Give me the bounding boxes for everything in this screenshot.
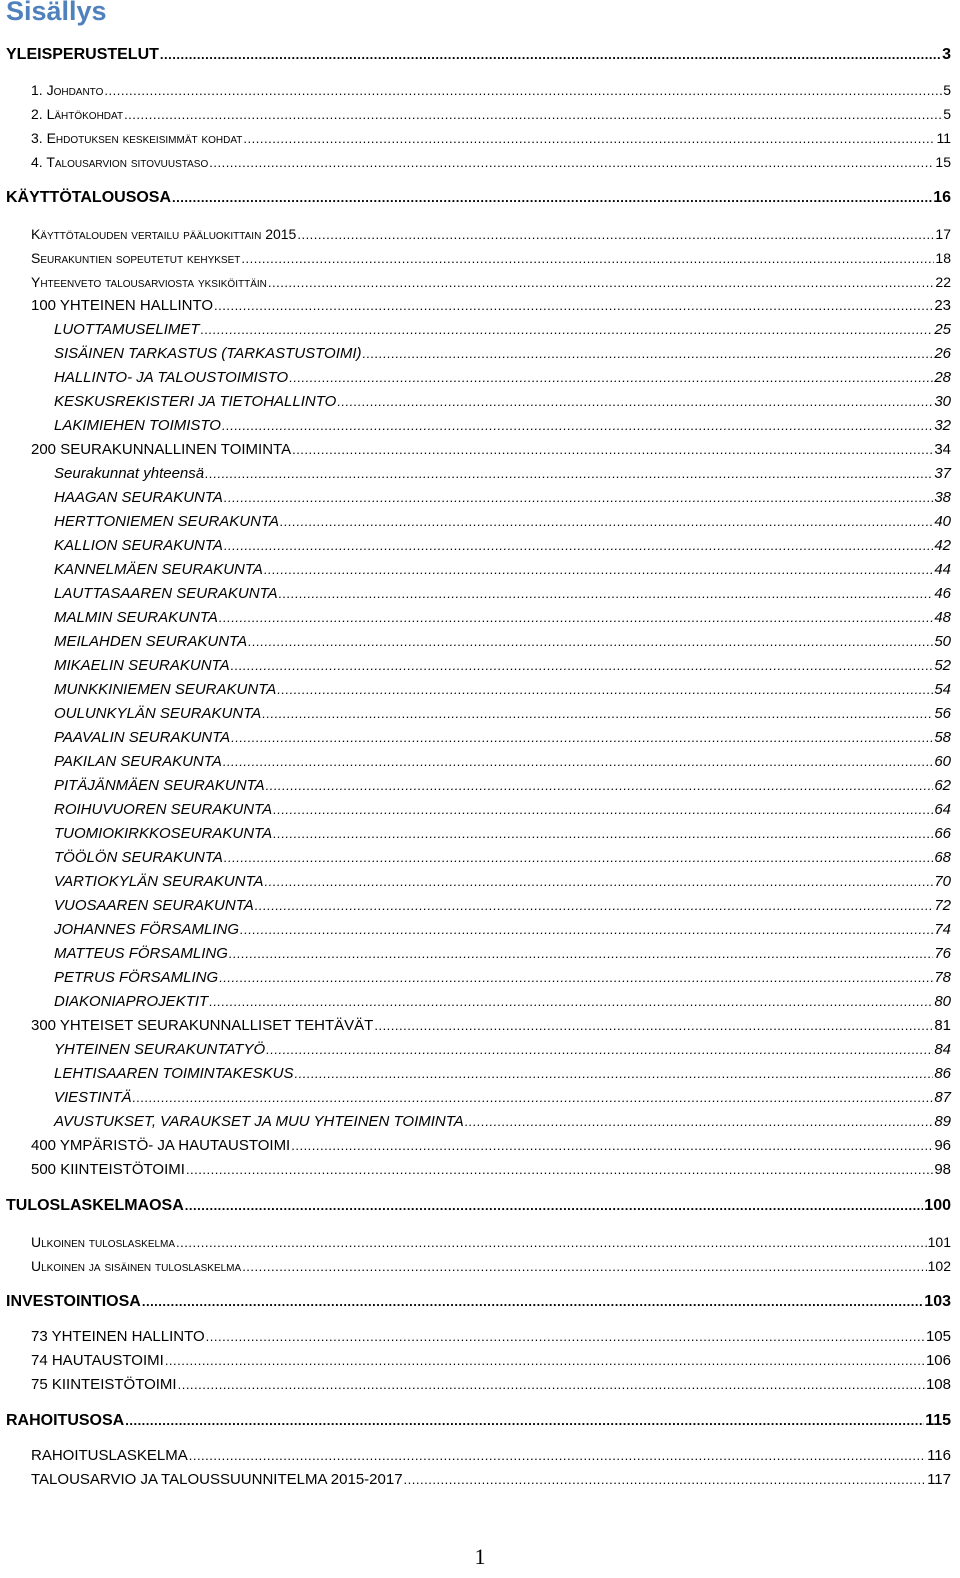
toc-entry-page: 80	[934, 993, 951, 1010]
toc-entry-page: 38	[934, 489, 951, 506]
toc-entry-page: 105	[925, 1328, 951, 1345]
toc-entry-page: 106	[925, 1352, 951, 1369]
toc-entry-page: 108	[925, 1376, 951, 1393]
toc-entry-label: TÖÖLÖN SEURAKUNTA	[54, 849, 223, 866]
toc-entry-label: 74 HAUTAUSTOIMI	[31, 1352, 164, 1369]
dot-leader	[205, 464, 933, 484]
dot-leader	[289, 368, 933, 388]
toc-entry-label: LEHTISAAREN TOIMINTAKESKUS	[54, 1065, 294, 1082]
toc-entry-page: 72	[934, 897, 951, 914]
toc-entry-label: 4. Talousarvion sitovuustaso	[31, 154, 209, 170]
toc-entry[interactable]	[31, 1327, 951, 1347]
dot-leader	[222, 416, 933, 436]
toc-entry-label: YHTEINEN SEURAKUNTATYÖ	[54, 1041, 266, 1058]
toc-entry[interactable]	[54, 1112, 951, 1132]
dot-leader	[124, 105, 942, 125]
toc-entry-label: ROIHUVUOREN SEURAKUNTA	[54, 801, 273, 818]
toc-entry[interactable]	[54, 992, 951, 1012]
toc-entry[interactable]	[31, 1470, 951, 1490]
toc-entry-page: 50	[934, 633, 951, 650]
toc-entry-page: 17	[935, 226, 951, 242]
toc-entry-label: 75 KIINTEISTÖTOIMI	[31, 1376, 177, 1393]
page-title: Sisällys	[6, 0, 107, 26]
toc-entry-page: 64	[934, 801, 951, 818]
toc-entry-page: 58	[934, 729, 951, 746]
toc-entry-page: 48	[934, 609, 951, 626]
toc-entry[interactable]	[31, 440, 951, 460]
toc-entry-label: OULUNKYLÄN SEURAKUNTA	[54, 705, 262, 722]
dot-leader	[297, 225, 934, 245]
dot-leader	[240, 920, 933, 940]
toc-entry-page: 103	[924, 1293, 951, 1310]
toc-entry-label: DIAKONIAPROJEKTIT	[54, 993, 209, 1010]
toc-entry-label: HAAGAN SEURAKUNTA	[54, 489, 223, 506]
dot-leader	[206, 1327, 925, 1347]
dot-leader	[165, 1351, 925, 1371]
toc-entry[interactable]	[54, 752, 951, 772]
toc-entry-page: 54	[934, 681, 951, 698]
toc-entry[interactable]	[31, 1016, 951, 1036]
dot-leader	[186, 1160, 933, 1180]
toc-entry-page: 26	[934, 345, 951, 362]
toc-entry-page: 100	[924, 1197, 951, 1214]
dot-leader	[189, 1446, 926, 1466]
dot-leader	[465, 1112, 934, 1132]
toc-entry[interactable]	[54, 392, 951, 412]
toc-entry-page: 56	[934, 705, 951, 722]
dot-leader	[248, 632, 933, 652]
toc-entry-page: 66	[934, 825, 951, 842]
dot-leader	[280, 512, 933, 532]
toc-entry-label: SISÄINEN TARKASTUS (TARKASTUSTOIMI)	[54, 345, 362, 362]
dot-leader	[279, 584, 934, 604]
toc-entry-page: 98	[934, 1161, 951, 1178]
dot-leader	[242, 1257, 926, 1277]
dot-leader	[241, 249, 934, 269]
toc-entry[interactable]	[54, 944, 951, 964]
dot-leader	[209, 153, 934, 173]
toc-entry-page: 60	[934, 753, 951, 770]
toc-entry-page: 78	[934, 969, 951, 986]
toc-entry-label: VIESTINTÄ	[54, 1089, 132, 1106]
toc-entry[interactable]	[6, 1196, 951, 1216]
toc-entry-page: 76	[934, 945, 951, 962]
toc-entry[interactable]	[6, 1292, 951, 1312]
dot-leader	[404, 1470, 927, 1490]
dot-leader	[264, 560, 933, 580]
toc-entry[interactable]	[31, 1375, 951, 1395]
toc-entry-label: 500 KIINTEISTÖTOIMI	[31, 1161, 185, 1178]
toc-entry[interactable]	[54, 680, 951, 700]
toc-entry[interactable]	[54, 488, 951, 508]
toc-entry[interactable]	[54, 800, 951, 820]
toc-entry-label: KÄYTTÖTALOUSOSA	[6, 189, 172, 206]
toc-entry-page: 70	[934, 873, 951, 890]
toc-entry[interactable]	[31, 272, 951, 293]
dot-leader	[201, 320, 934, 340]
toc-entry-label: MEILAHDEN SEURAKUNTA	[54, 633, 248, 650]
toc-entry-label: Seurakunnat yhteensä	[54, 465, 205, 482]
toc-entry-label: MATTEUS FÖRSAMLING	[54, 945, 228, 962]
toc-entry-page: 84	[934, 1041, 951, 1058]
toc-entry-page: 34	[934, 441, 951, 458]
dot-leader	[125, 1411, 924, 1431]
toc-entry-label: LAKIMIEHEN TOIMISTO	[54, 417, 221, 434]
toc-entry-page: 116	[927, 1447, 951, 1464]
toc-entry-label: JOHANNES FÖRSAMLING	[54, 921, 240, 938]
toc-entry-page: 15	[935, 154, 951, 170]
toc-entry-label: PAAVALIN SEURAKUNTA	[54, 729, 231, 746]
toc-entry-label: 1. Johdanto	[31, 82, 104, 98]
toc-entry-label: 300 YHTEISET SEURAKUNNALLISET TEHTÄVÄT	[31, 1017, 374, 1034]
toc-entry-page: 18	[935, 250, 951, 266]
dot-leader	[224, 536, 933, 556]
toc-entry-page: 89	[934, 1113, 951, 1130]
dot-leader	[209, 992, 933, 1012]
toc-entry-page: 102	[927, 1258, 951, 1274]
toc-entry-label: TULOSLASKELMAOSA	[6, 1197, 184, 1214]
toc-entry[interactable]	[54, 728, 951, 748]
toc-entry-label: LAUTTASAAREN SEURAKUNTA	[54, 585, 278, 602]
toc-entry[interactable]	[6, 45, 951, 65]
toc-entry-label: LUOTTAMUSELIMET	[54, 321, 200, 338]
toc-entry-page: 62	[934, 777, 951, 794]
dot-leader	[172, 188, 932, 208]
dot-leader	[255, 896, 934, 916]
toc-entry-page: 5	[943, 106, 951, 122]
toc-entry[interactable]	[54, 632, 951, 652]
toc-entry-label: 100 YHTEINEN HALLINTO	[31, 297, 214, 314]
toc-entry-label: 73 YHTEINEN HALLINTO	[31, 1328, 205, 1345]
toc-entry-label: Yhteenveto talousarviosta yksiköittäin	[31, 274, 267, 290]
toc-entry[interactable]	[54, 608, 951, 628]
toc-entry-page: 52	[934, 657, 951, 674]
toc-entry-label: PAKILAN SEURAKUNTA	[54, 753, 222, 770]
toc-entry-label: PITÄJÄNMÄEN SEURAKUNTA	[54, 777, 265, 794]
toc-entry[interactable]	[54, 344, 951, 364]
toc-entry-label: KALLION SEURAKUNTA	[54, 537, 223, 554]
dot-leader	[273, 800, 933, 820]
toc-entry[interactable]	[6, 1411, 951, 1431]
toc-entry-page: 81	[934, 1017, 951, 1034]
dot-leader	[277, 680, 933, 700]
toc-entry[interactable]	[54, 1040, 951, 1060]
toc-entry-page: 101	[927, 1234, 951, 1250]
dot-leader	[224, 848, 933, 868]
toc-entry[interactable]	[54, 368, 951, 388]
toc-entry-label: Seurakuntien sopeutetut kehykset	[31, 250, 241, 266]
toc-entry[interactable]	[54, 512, 951, 532]
toc-entry[interactable]	[54, 920, 951, 940]
toc-entry[interactable]	[31, 1160, 951, 1180]
dot-leader	[268, 273, 935, 293]
dot-leader	[219, 608, 933, 628]
toc-entry-page: 86	[934, 1065, 951, 1082]
toc-entry-page: 23	[934, 297, 951, 314]
toc-entry-page: 40	[934, 513, 951, 530]
toc-entry[interactable]	[54, 872, 951, 892]
toc-entry[interactable]	[54, 536, 951, 556]
dot-leader	[292, 440, 933, 460]
toc-entry-label: 2. Lähtökohdat	[31, 106, 124, 122]
dot-leader	[185, 1196, 924, 1216]
toc-entry[interactable]	[6, 188, 951, 208]
toc-entry-label: AVUSTUKSET, VARAUKSET JA MUU YHTEINEN TOIMINTA	[54, 1113, 464, 1130]
toc-entry[interactable]	[31, 1136, 951, 1156]
dot-leader	[273, 824, 933, 844]
page-number: 1	[474, 1544, 486, 1569]
dot-leader	[262, 704, 933, 724]
toc-entry-label: YLEISPERUSTELUT	[6, 46, 159, 63]
toc-entry-page: 22	[935, 274, 951, 290]
toc-entry-page: 32	[934, 417, 951, 434]
toc-entry-label: RAHOITUSOSA	[6, 1412, 125, 1429]
dot-leader	[243, 129, 935, 149]
toc-entry-label: 200 SEURAKUNNALLINEN TOIMINTA	[31, 441, 292, 458]
toc-entry-label: 400 YMPÄRISTÖ- JA HAUTAUSTOIMI	[31, 1137, 291, 1154]
dot-leader	[291, 1136, 933, 1156]
dot-leader	[374, 1016, 933, 1036]
dot-leader	[266, 1040, 933, 1060]
dot-leader	[142, 1292, 923, 1312]
dot-leader	[133, 1088, 934, 1108]
dot-leader	[219, 968, 933, 988]
toc-entry-label: Ulkoinen ja sisäinen tuloslaskelma	[31, 1258, 242, 1274]
toc-entry[interactable]	[31, 1351, 951, 1371]
dot-leader	[176, 1233, 927, 1253]
toc-entry-label: 3. Ehdotuksen keskeisimmät kohdat	[31, 130, 243, 146]
toc-entry-page: 37	[934, 465, 951, 482]
toc-entry[interactable]	[54, 704, 951, 724]
toc-entry[interactable]	[54, 584, 951, 604]
toc-entry-page: 117	[927, 1471, 951, 1488]
toc-entry[interactable]	[54, 1088, 951, 1108]
dot-leader	[229, 944, 933, 964]
toc-entry[interactable]	[54, 464, 951, 484]
toc-entry-page: 96	[934, 1137, 951, 1154]
dot-leader	[231, 728, 933, 748]
toc-entry-page: 46	[934, 585, 951, 602]
toc-entry[interactable]	[31, 152, 951, 173]
dot-leader	[224, 488, 933, 508]
dot-leader	[223, 752, 933, 772]
toc-entry-page: 11	[936, 130, 951, 146]
toc-entry-page: 16	[933, 189, 951, 206]
toc-entry-page: 42	[934, 537, 951, 554]
toc-entry-page: 74	[934, 921, 951, 938]
toc-entry-label: Ulkoinen tuloslaskelma	[31, 1234, 176, 1250]
toc-entry[interactable]	[54, 416, 951, 436]
toc-entry-page: 28	[934, 369, 951, 386]
toc-entry-label: TUOMIOKIRKKOSEURAKUNTA	[54, 825, 273, 842]
toc-entry[interactable]	[31, 224, 951, 245]
toc-entry[interactable]	[54, 968, 951, 988]
dot-leader	[295, 1064, 934, 1084]
dot-leader	[363, 344, 934, 364]
toc-entry-page: 5	[943, 82, 951, 98]
toc-entry-page: 25	[934, 321, 951, 338]
toc-entry[interactable]	[54, 896, 951, 916]
toc-entry-label: PETRUS FÖRSAMLING	[54, 969, 219, 986]
toc-entry-page: 3	[942, 46, 951, 63]
dot-leader	[266, 776, 934, 796]
toc-entry-label: Käyttötalouden vertailu pääluokittain 2015	[31, 226, 297, 242]
dot-leader	[337, 392, 933, 412]
dot-leader	[231, 656, 934, 676]
dot-leader	[265, 872, 934, 892]
toc-entry-label: TALOUSARVIO JA TALOUSSUUNNITELMA 2015-2017	[31, 1471, 403, 1488]
toc-entry-label: RAHOITUSLASKELMA	[31, 1447, 188, 1464]
toc-entry[interactable]	[31, 1446, 951, 1466]
toc-entry-label: VUOSAAREN SEURAKUNTA	[54, 897, 254, 914]
toc-entry-page: 115	[925, 1412, 951, 1429]
toc-entry-label: INVESTOINTIOSA	[6, 1293, 141, 1310]
toc-entry[interactable]	[54, 560, 951, 580]
toc-entry[interactable]	[54, 776, 951, 796]
toc-entry-label: HERTTONIEMEN SEURAKUNTA	[54, 513, 280, 530]
toc-entry[interactable]	[31, 104, 951, 125]
toc-entry-page: 44	[934, 561, 951, 578]
toc-entry[interactable]	[54, 848, 951, 868]
dot-leader	[160, 45, 941, 65]
toc-entry-label: VARTIOKYLÄN SEURAKUNTA	[54, 873, 264, 890]
toc-entry-page: 87	[934, 1089, 951, 1106]
toc-entry-label: HALLINTO- JA TALOUSTOIMISTO	[54, 369, 289, 386]
toc-entry-page: 30	[934, 393, 951, 410]
toc-entry-label: MALMIN SEURAKUNTA	[54, 609, 218, 626]
toc-entry[interactable]	[54, 656, 951, 676]
toc-entry[interactable]	[31, 248, 951, 269]
toc-entry[interactable]	[54, 824, 951, 844]
toc-entry-page: 68	[934, 849, 951, 866]
dot-leader	[214, 296, 933, 316]
toc-entry[interactable]	[31, 1232, 951, 1253]
toc-entry[interactable]	[31, 80, 951, 101]
toc-entry-label: MUNKKINIEMEN SEURAKUNTA	[54, 681, 277, 698]
toc-entry[interactable]	[31, 128, 951, 149]
toc-entry[interactable]	[54, 1064, 951, 1084]
toc-entry-label: MIKAELIN SEURAKUNTA	[54, 657, 230, 674]
toc-entry-label: KANNELMÄEN SEURAKUNTA	[54, 561, 263, 578]
toc-entry[interactable]	[31, 296, 951, 316]
dot-leader	[178, 1375, 925, 1395]
toc-entry[interactable]	[31, 1256, 951, 1277]
dot-leader	[104, 81, 942, 101]
toc-entry[interactable]	[54, 320, 951, 340]
toc-entry-label: KESKUSREKISTERI JA TIETOHALLINTO	[54, 393, 337, 410]
